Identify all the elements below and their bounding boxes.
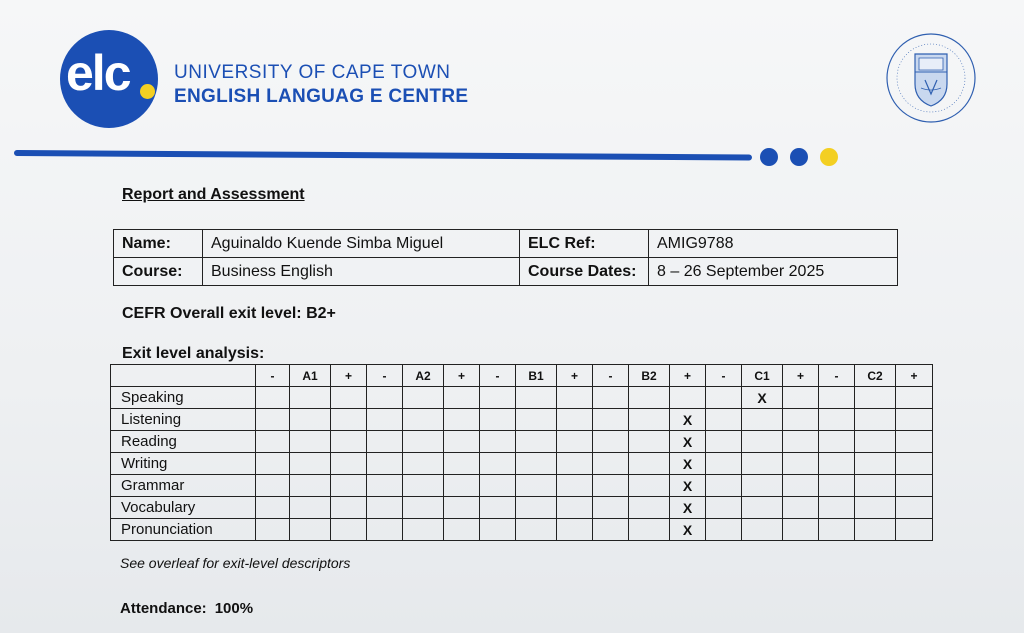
level-cell [516, 475, 557, 497]
level-cell [331, 387, 367, 409]
level-header: - [480, 365, 516, 387]
exit-level-title: Exit level analysis: [122, 345, 265, 362]
level-cell [403, 431, 444, 453]
level-cell [593, 409, 629, 431]
level-cell [783, 387, 819, 409]
course-label: Course: [114, 258, 203, 286]
level-cell [706, 409, 742, 431]
level-cell [593, 387, 629, 409]
skill-label: Pronunciation [111, 519, 256, 541]
level-mark: X [670, 497, 706, 519]
level-header: + [557, 365, 593, 387]
level-mark: X [670, 519, 706, 541]
level-cell [480, 431, 516, 453]
level-cell [444, 431, 480, 453]
level-cell [367, 519, 403, 541]
level-mark: X [742, 387, 783, 409]
level-cell [706, 475, 742, 497]
level-cell [256, 519, 290, 541]
level-cell [516, 453, 557, 475]
course-dates-label: Course Dates: [520, 258, 649, 286]
level-cell [629, 387, 670, 409]
skill-row [111, 387, 933, 409]
level-cell [290, 387, 331, 409]
level-cell [896, 519, 933, 541]
level-cell [742, 409, 783, 431]
level-cell [819, 453, 855, 475]
level-cell [367, 475, 403, 497]
level-cell [403, 453, 444, 475]
level-cell [516, 431, 557, 453]
level-header: A1 [290, 365, 331, 387]
level-header: B1 [516, 365, 557, 387]
level-cell [783, 497, 819, 519]
level-cell [706, 387, 742, 409]
level-cell [629, 475, 670, 497]
skill-row [111, 453, 933, 475]
rule-dot-blue-1 [760, 148, 778, 166]
elc-ref-value: AMIG9788 [649, 230, 898, 258]
level-cell [557, 475, 593, 497]
info-row [114, 230, 898, 258]
level-cell [896, 409, 933, 431]
level-cell [480, 387, 516, 409]
overleaf-note: See overleaf for exit-level descriptors [120, 555, 351, 571]
level-cell [629, 497, 670, 519]
course-value: Business English [203, 258, 520, 286]
level-mark: X [670, 475, 706, 497]
level-header: + [896, 365, 933, 387]
info-row [114, 258, 898, 286]
level-cell [256, 453, 290, 475]
level-cell [593, 453, 629, 475]
attendance [120, 600, 253, 617]
level-cell [367, 453, 403, 475]
level-cell [783, 519, 819, 541]
level-cell [783, 409, 819, 431]
level-cell [557, 497, 593, 519]
level-cell [331, 431, 367, 453]
grid-corner-cell [111, 365, 256, 387]
level-cell [403, 475, 444, 497]
level-cell [629, 409, 670, 431]
level-cell [480, 409, 516, 431]
level-cell [367, 409, 403, 431]
skill-row [111, 431, 933, 453]
level-cell [819, 475, 855, 497]
level-cell [783, 453, 819, 475]
level-cell [290, 475, 331, 497]
level-header: - [706, 365, 742, 387]
level-cell [290, 453, 331, 475]
level-cell [706, 519, 742, 541]
student-info-table [113, 229, 898, 286]
name-label: Name: [114, 230, 203, 258]
level-cell [783, 431, 819, 453]
level-cell [593, 431, 629, 453]
level-mark: X [670, 453, 706, 475]
level-cell [256, 387, 290, 409]
level-cell [819, 409, 855, 431]
level-cell [557, 431, 593, 453]
level-cell [819, 387, 855, 409]
level-header: + [783, 365, 819, 387]
level-cell [855, 387, 896, 409]
level-header: - [819, 365, 855, 387]
level-cell [403, 497, 444, 519]
skill-label: Speaking [111, 387, 256, 409]
level-cell [331, 453, 367, 475]
level-cell [403, 387, 444, 409]
level-cell [855, 431, 896, 453]
skill-label: Vocabulary [111, 497, 256, 519]
name-value: Aguinaldo Kuende Simba Miguel [203, 230, 520, 258]
level-cell [256, 431, 290, 453]
centre-name: ENGLISH LANGUAG E CENTRE [174, 86, 469, 107]
level-cell [896, 475, 933, 497]
level-cell [855, 453, 896, 475]
skill-row [111, 497, 933, 519]
level-cell [367, 497, 403, 519]
level-cell [444, 387, 480, 409]
level-cell [480, 497, 516, 519]
level-cell [629, 431, 670, 453]
level-cell [742, 519, 783, 541]
level-cell [819, 497, 855, 519]
level-cell [331, 497, 367, 519]
level-cell [403, 409, 444, 431]
level-cell [706, 497, 742, 519]
level-cell [480, 519, 516, 541]
level-cell [444, 475, 480, 497]
exit-level-grid [110, 364, 933, 541]
skill-row [111, 475, 933, 497]
level-cell [896, 497, 933, 519]
level-cell [516, 409, 557, 431]
report-title: Report and Assessment [122, 186, 305, 203]
attendance-value: 100% [214, 600, 254, 617]
level-header: - [256, 365, 290, 387]
level-header: A2 [403, 365, 444, 387]
university-seal-stamp [885, 32, 977, 124]
level-cell [444, 409, 480, 431]
level-cell [855, 497, 896, 519]
level-cell [444, 497, 480, 519]
level-header: + [670, 365, 706, 387]
skill-row [111, 409, 933, 431]
level-cell [557, 409, 593, 431]
level-cell [256, 475, 290, 497]
level-cell [670, 387, 706, 409]
level-cell [480, 475, 516, 497]
grid-header-row [111, 365, 933, 387]
level-cell [256, 409, 290, 431]
level-cell [444, 453, 480, 475]
cefr-overall-level: CEFR Overall exit level: B2+ [122, 305, 336, 322]
level-cell [742, 453, 783, 475]
skill-label: Listening [111, 409, 256, 431]
level-header: B2 [629, 365, 670, 387]
level-cell [331, 475, 367, 497]
level-cell [706, 431, 742, 453]
rule-dot-blue-2 [790, 148, 808, 166]
level-cell [896, 387, 933, 409]
level-mark: X [670, 431, 706, 453]
level-cell [480, 453, 516, 475]
elc-ref-label: ELC Ref: [520, 230, 649, 258]
course-dates-value: 8 – 26 September 2025 [649, 258, 898, 286]
level-cell [516, 497, 557, 519]
level-cell [896, 453, 933, 475]
level-cell [331, 519, 367, 541]
logo-yellow-dot [140, 84, 155, 99]
elc-logo-text: elc [66, 45, 130, 101]
level-header: C1 [742, 365, 783, 387]
level-cell [516, 519, 557, 541]
level-cell [742, 475, 783, 497]
level-cell [855, 519, 896, 541]
level-header: + [331, 365, 367, 387]
level-cell [593, 519, 629, 541]
level-cell [706, 453, 742, 475]
skill-label: Writing [111, 453, 256, 475]
level-cell [290, 497, 331, 519]
level-cell [629, 453, 670, 475]
level-cell [516, 387, 557, 409]
level-cell [256, 497, 290, 519]
level-cell [444, 519, 480, 541]
level-cell [742, 431, 783, 453]
level-cell [290, 409, 331, 431]
level-mark: X [670, 409, 706, 431]
level-cell [557, 453, 593, 475]
level-cell [290, 519, 331, 541]
level-cell [629, 519, 670, 541]
level-cell [593, 475, 629, 497]
level-cell [819, 519, 855, 541]
level-cell [742, 497, 783, 519]
header-rule [14, 150, 752, 161]
level-cell [819, 431, 855, 453]
level-cell [290, 431, 331, 453]
level-header: - [367, 365, 403, 387]
rule-dot-yellow [820, 148, 838, 166]
level-header: + [444, 365, 480, 387]
skill-row [111, 519, 933, 541]
level-cell [855, 475, 896, 497]
level-cell [367, 387, 403, 409]
level-cell [557, 387, 593, 409]
level-cell [331, 409, 367, 431]
level-cell [855, 409, 896, 431]
level-header: - [593, 365, 629, 387]
skill-label: Reading [111, 431, 256, 453]
level-cell [557, 519, 593, 541]
level-cell [783, 475, 819, 497]
level-cell [593, 497, 629, 519]
university-name: UNIVERSITY OF CAPE TOWN [174, 62, 451, 83]
attendance-label: Attendance: [120, 600, 207, 617]
skill-label: Grammar [111, 475, 256, 497]
level-header: C2 [855, 365, 896, 387]
level-cell [896, 431, 933, 453]
level-cell [403, 519, 444, 541]
level-cell [367, 431, 403, 453]
